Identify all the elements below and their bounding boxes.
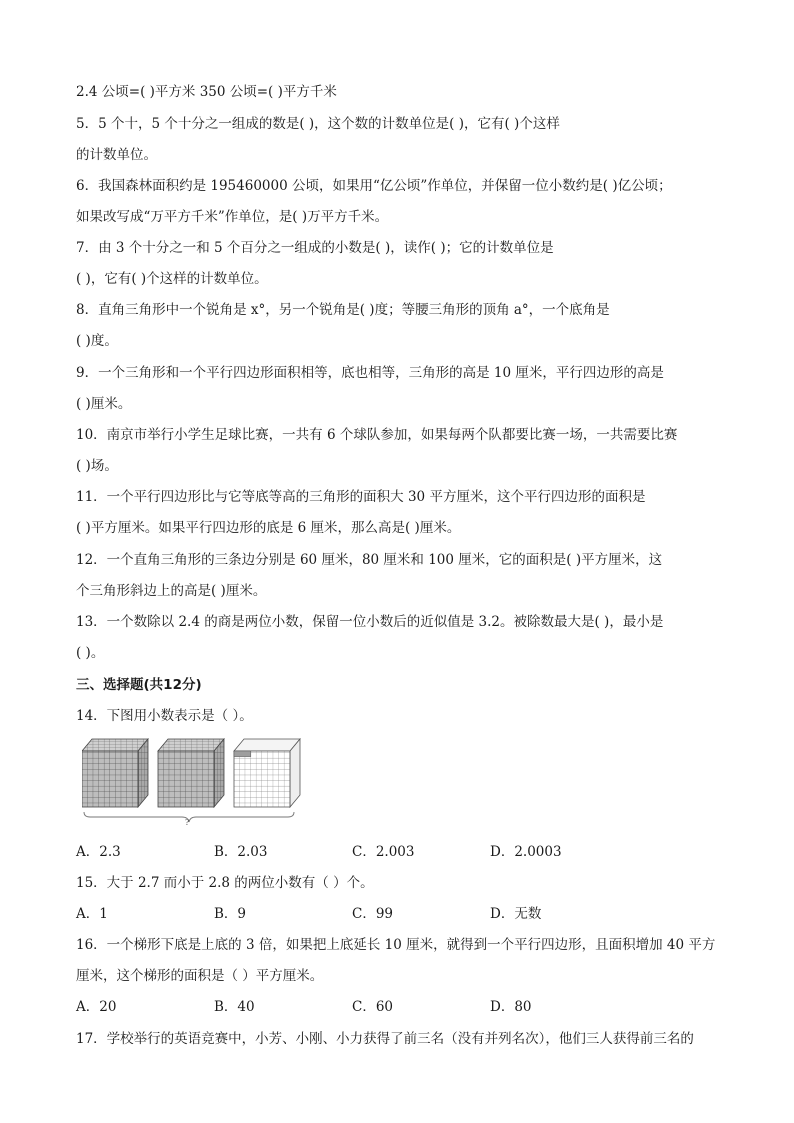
section-3-title: 三、选择题(共12分) (76, 677, 202, 693)
figure-caption: ? (185, 818, 190, 827)
q14-stem: 14．下图用小数表示是（ ）。 (76, 708, 253, 724)
q14-option-a[interactable]: A．2.3 (76, 844, 121, 860)
q6-line-1: 6．我国森林面积约是 195460000 公顷，如果用“亿公顷”作单位，并保留一位小数约是( )亿公顷； (76, 178, 672, 194)
q6-line-2: 如果改写成“万平方千米”作单位，是( )万平方千米。 (76, 209, 389, 225)
q11-line-1: 11．一个平行四边形比与它等底等高的三角形的面积大 30 平方厘米，这个平行四边形的面积是 (76, 489, 646, 505)
partial-cube (234, 739, 300, 807)
q15-stem: 15．大于 2.7 而小于 2.8 的两位小数有（ ）个。 (76, 875, 374, 891)
q10-line-2: ( )场。 (76, 458, 118, 474)
q17-stem: 17．学校举行的英语竞赛中，小芳、小刚、小力获得了前三名（没有并列名次），他们三人获得前三名的 (76, 1031, 694, 1047)
q8-line-1: 8．直角三角形中一个锐角是 x°，另一个锐角是( )度；等腰三角形的顶角 a°，一个底角是 (76, 302, 610, 318)
q12-line-2: 个三角形斜边上的高是( )厘米。 (76, 583, 267, 599)
q9-line-1: 9．一个三角形和一个平行四边形面积相等，底也相等，三角形的高是 10 厘米，平行四边形的高是 (76, 365, 664, 381)
q5-line-1: 5．5 个十，5 个十分之一组成的数是( )，这个数的计数单位是( )，它有( )个这样 (76, 116, 560, 132)
q7-line-1: 7．由 3 个十分之一和 5 个百分之一组成的小数是( )，读作( )；它的计数单位是 (76, 240, 554, 256)
q14-option-d[interactable]: D．2.0003 (490, 844, 562, 860)
q16-option-a[interactable]: A．20 (76, 999, 117, 1015)
q10-line-1: 10．南京市举行小学生足球比赛，一共有 6 个球队参加，如果每两个队都要比赛一场，一共需要比赛 (76, 427, 678, 443)
q15-option-a[interactable]: A．1 (76, 906, 108, 922)
q15-option-c[interactable]: C．99 (352, 906, 394, 922)
q16-option-c[interactable]: C．60 (352, 999, 394, 1015)
q4-line-2: 2.4 公顷=( )平方米 350 公顷=( )平方千米 (76, 84, 337, 100)
cube-blocks-figure (82, 736, 302, 828)
q15-option-d[interactable]: D．无数 (490, 906, 542, 922)
q11-line-2: ( )平方厘米。如果平行四边形的底是 6 厘米，那么高是( )厘米。 (76, 520, 461, 536)
q16-option-d[interactable]: D．80 (490, 999, 532, 1015)
q14-figure (82, 736, 302, 828)
q15-option-b[interactable]: B．9 (214, 906, 247, 922)
q5-line-2: 的计数单位。 (76, 147, 157, 163)
q14-option-c[interactable]: C．2.003 (352, 844, 415, 860)
q13-line-2: ( )。 (76, 645, 105, 661)
q8-line-2: ( )度。 (76, 333, 118, 349)
q16-stem-line-1: 16．一个梯形下底是上底的 3 倍，如果把上底延长 10 厘米，就得到一个平行四边形，且面积增加 40 平方 (76, 937, 716, 953)
q12-line-1: 12．一个直角三角形的三条边分别是 60 厘米，80 厘米和 100 厘米，它的面积是( )平方厘米，这 (76, 552, 663, 568)
full-cube-2 (158, 739, 224, 807)
q7-line-2: ( )，它有( )个这样的计数单位。 (76, 271, 268, 287)
full-cube-1 (82, 739, 148, 807)
q9-line-2: ( )厘米。 (76, 396, 132, 412)
q13-line-1: 13．一个数除以 2.4 的商是两位小数，保留一位小数后的近似值是 3.2。被除数最大是( )，最小是 (76, 614, 664, 630)
q14-option-b[interactable]: B．2.03 (214, 844, 268, 860)
q16-option-b[interactable]: B．40 (214, 999, 255, 1015)
q16-stem-line-2: 厘米，这个梯形的面积是（ ）平方厘米。 (76, 968, 324, 984)
